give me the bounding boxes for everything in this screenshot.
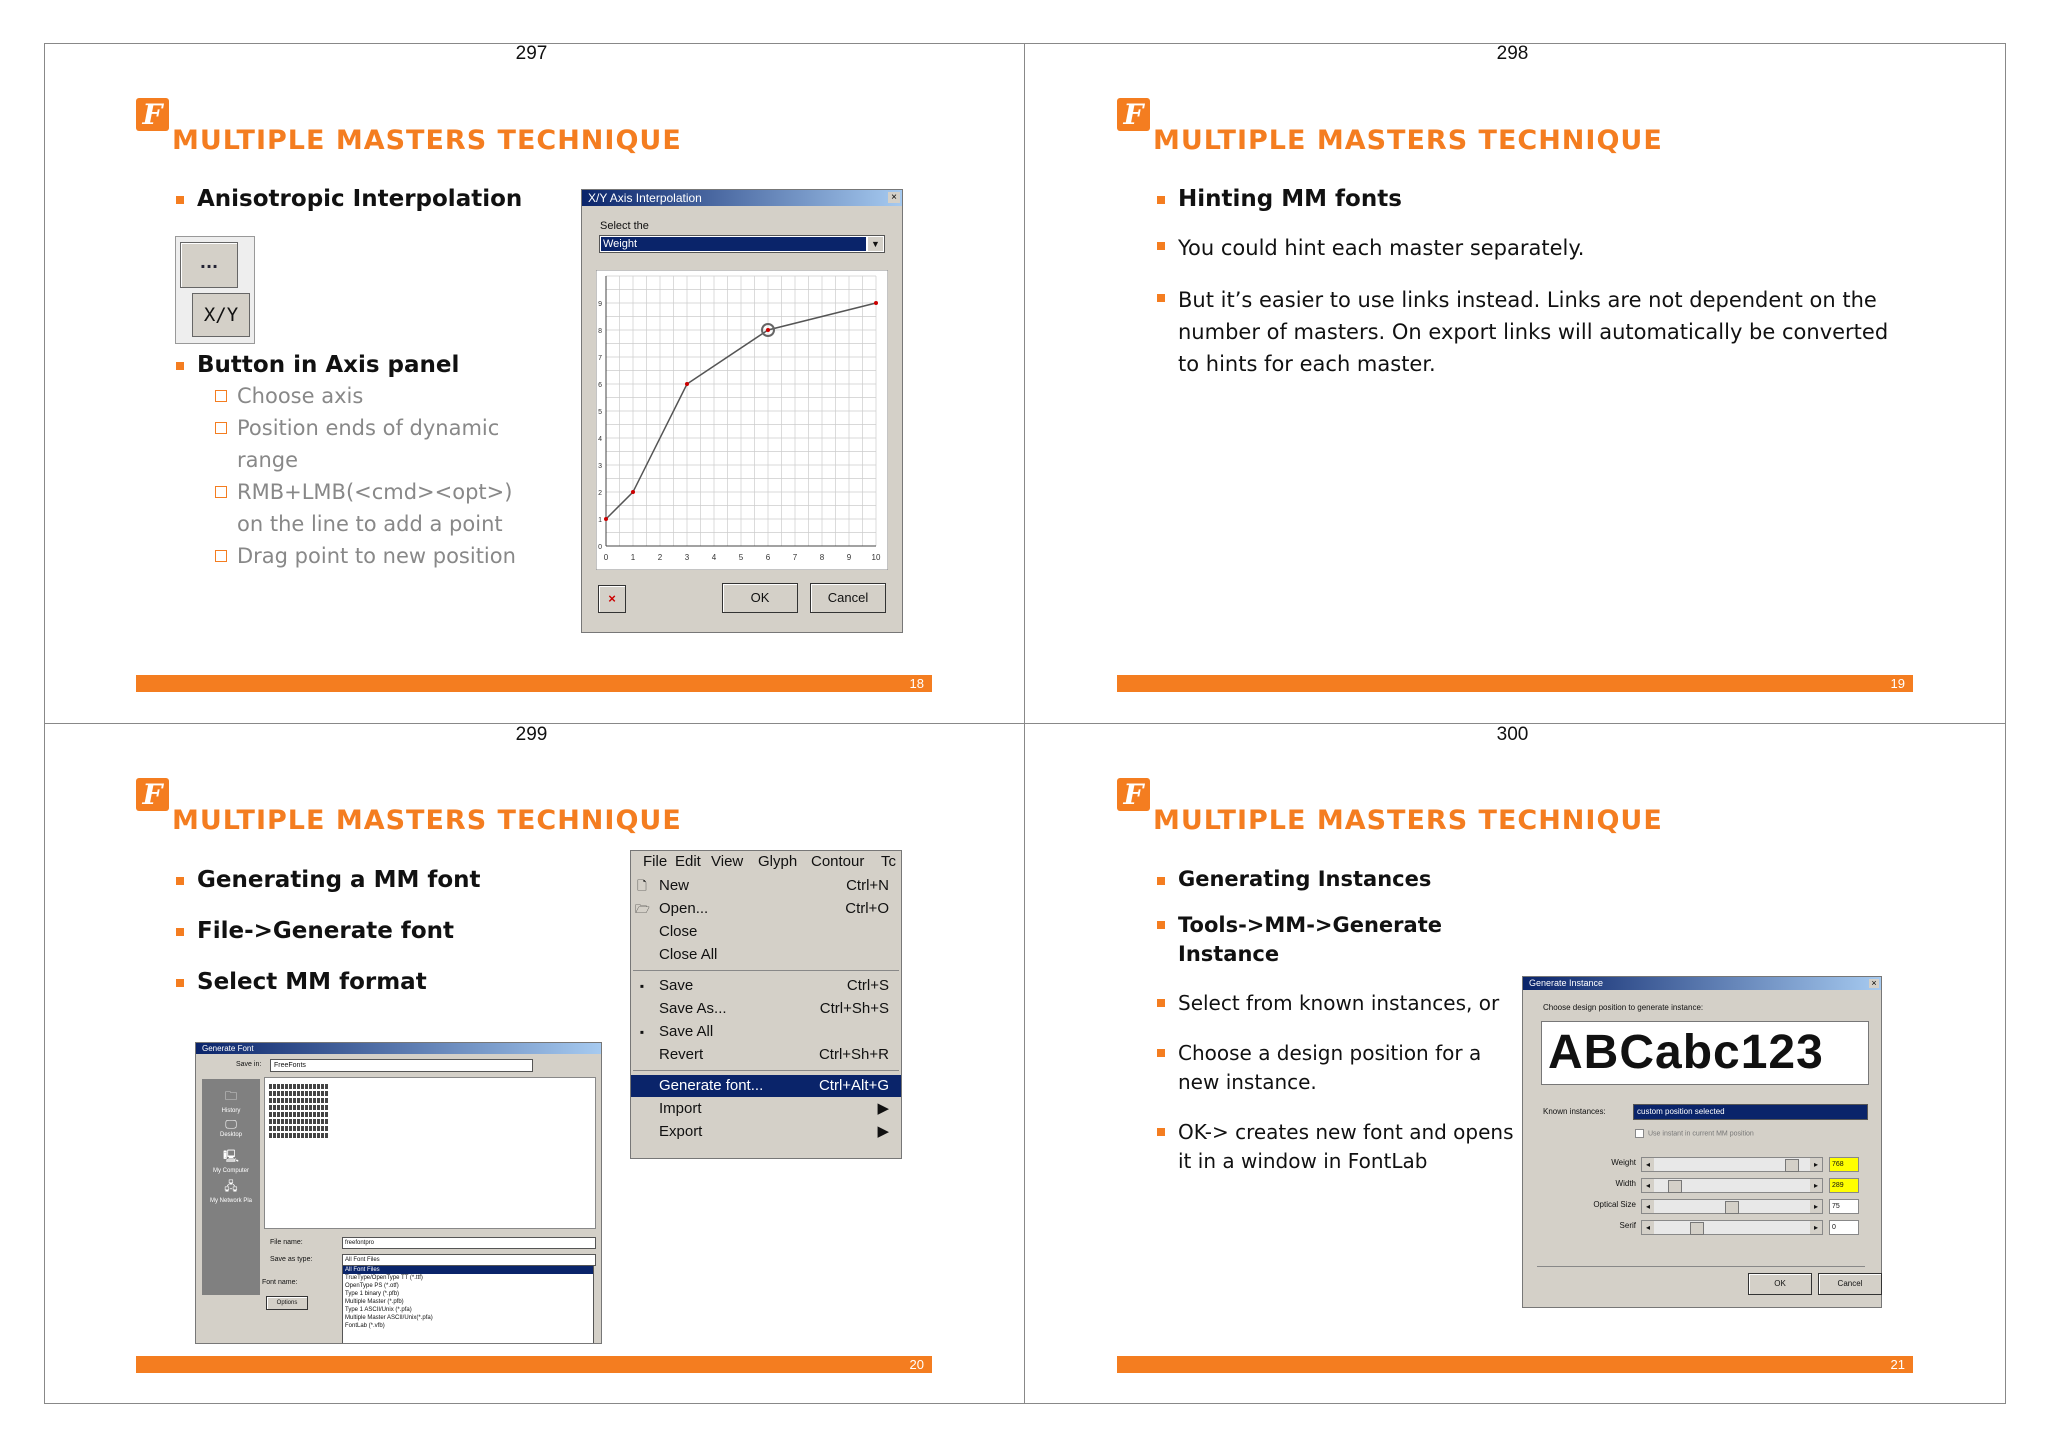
sub-bullet: Choose axis xyxy=(215,380,535,412)
ellipsis-button: ... xyxy=(180,242,238,288)
bullet xyxy=(1155,284,1895,380)
arrow-left-icon[interactable]: ◂ xyxy=(1642,1221,1654,1234)
menu-item[interactable] xyxy=(631,898,901,920)
bullet xyxy=(1155,911,1448,969)
delete-button[interactable]: × xyxy=(598,585,626,613)
menu-item-label: Save All xyxy=(659,1023,714,1040)
menu-bar xyxy=(631,851,901,873)
font-name-label: Font name: xyxy=(262,1279,298,1286)
menu-item-shortcut: Ctrl+Alt+G xyxy=(818,1077,889,1094)
open-folder-icon: 🗁 xyxy=(635,902,650,916)
file-item[interactable] xyxy=(269,1105,329,1110)
menu-items xyxy=(631,875,901,1158)
data-point xyxy=(874,301,878,305)
slider-thumb[interactable] xyxy=(1725,1201,1739,1214)
x-tick-label: 3 xyxy=(684,553,690,562)
bullet-text: Select MM format xyxy=(197,969,427,995)
slide-297 xyxy=(44,43,1024,723)
axis-label: Serif xyxy=(1619,1221,1636,1230)
chevron-down-icon[interactable]: ▼ xyxy=(868,237,883,251)
use-current-checkbox[interactable] xyxy=(1635,1129,1754,1138)
data-point xyxy=(685,382,689,386)
file-entries xyxy=(269,1082,329,1140)
page-number: 300 xyxy=(1496,724,1529,745)
file-name-input[interactable]: freefontpro xyxy=(342,1237,596,1249)
arrow-right-icon[interactable]: ▸ xyxy=(1810,1200,1822,1213)
x-tick-label: 1 xyxy=(630,553,636,562)
axis-row xyxy=(1523,1176,1881,1194)
axis-value-input[interactable]: 0 xyxy=(1829,1220,1859,1235)
bullet-text: Choose a design position for a new instance. xyxy=(1178,1041,1482,1094)
y-tick-label: 0 xyxy=(598,544,602,551)
menu-item[interactable] xyxy=(631,1044,901,1066)
slider-thumb[interactable] xyxy=(1668,1180,1682,1193)
menu-file[interactable]: File xyxy=(643,853,668,870)
slide-number: 19 xyxy=(1890,676,1905,691)
ok-button[interactable]: OK xyxy=(1748,1273,1812,1295)
menu-item-label: Close xyxy=(659,923,698,940)
axis-row xyxy=(1523,1155,1881,1173)
file-type-option[interactable]: Type 1 binary (*.pfb) xyxy=(345,1291,400,1297)
file-type-option[interactable]: Type 1 ASCII/Unix (*.pfa) xyxy=(345,1307,412,1313)
fontlab-logo-icon: F xyxy=(1117,778,1150,811)
menu-item-label: Open... xyxy=(659,900,709,917)
menu-item-label: Import xyxy=(659,1100,702,1117)
axis-row xyxy=(1523,1197,1881,1215)
data-point xyxy=(766,328,770,332)
save-icon: ▪ xyxy=(639,979,645,993)
generate-instance-dialog xyxy=(1522,976,1882,1308)
checkbox-label: Use instant in current MM position xyxy=(1648,1130,1754,1138)
bullet-text: Button in Axis panel xyxy=(197,352,460,378)
dialog-titlebar xyxy=(196,1043,601,1054)
bullet-list-2 xyxy=(174,352,594,572)
slide-number: 20 xyxy=(909,1357,924,1372)
data-point xyxy=(604,517,608,521)
slide-number: 18 xyxy=(909,676,924,691)
file-item[interactable] xyxy=(269,1084,329,1089)
page-number: 299 xyxy=(515,724,548,745)
menu-item-shortcut: Ctrl+S xyxy=(846,977,889,994)
axis-slider[interactable] xyxy=(1641,1220,1823,1235)
slider-thumb[interactable] xyxy=(1690,1222,1704,1235)
bullet-text: Generating Instances xyxy=(1178,867,1432,891)
close-icon[interactable]: × xyxy=(1869,979,1879,988)
place-history[interactable] xyxy=(202,1087,260,1114)
place-label: My Network Pla xyxy=(209,1198,252,1204)
menu-item[interactable] xyxy=(631,1121,901,1143)
save-as-type-label: Save as type: xyxy=(270,1256,313,1263)
menu-edit[interactable]: Edit xyxy=(675,853,701,870)
bullet-text: Tools->MM->Generate Instance xyxy=(1178,913,1442,966)
axis-select-value: Weight xyxy=(601,237,866,251)
menu-item[interactable] xyxy=(631,1075,901,1097)
page-number: 297 xyxy=(515,43,548,64)
menu-view[interactable]: View xyxy=(711,853,744,870)
bullet xyxy=(1155,1039,1498,1097)
axis-select[interactable] xyxy=(599,235,885,253)
sub-bullet: RMB+LMB(<cmd><opt>) on the line to add a point xyxy=(215,476,535,540)
network-icon: 🖧 xyxy=(224,1179,238,1193)
x-tick-label: 9 xyxy=(846,553,852,562)
new-document-icon: 🗋 xyxy=(637,879,647,893)
cancel-button[interactable]: Cancel xyxy=(810,583,886,613)
sub-bullet: Drag point to new position xyxy=(215,540,535,572)
bullet xyxy=(174,186,594,212)
menu-item-shortcut: ▶ xyxy=(877,1100,889,1117)
footer-bar xyxy=(1117,675,1913,692)
ok-button[interactable]: OK xyxy=(722,583,798,613)
menu-separator xyxy=(633,1070,899,1071)
save-in-select[interactable]: FreeFonts xyxy=(270,1059,533,1072)
select-label: Select the xyxy=(600,220,649,232)
file-type-option[interactable]: FontLab (*.vfb) xyxy=(345,1323,385,1329)
dialog-title: Generate Instance xyxy=(1529,978,1604,988)
arrow-right-icon[interactable]: ▸ xyxy=(1810,1158,1822,1171)
bullet-text: But it’s easier to use links instead. Links are not dependent on the number of masters. On export links will automatically be converted to hints for each master. xyxy=(1178,288,1889,376)
menu-item[interactable] xyxy=(631,975,901,997)
place-network[interactable] xyxy=(202,1177,260,1204)
bullet-text: OK-> creates new font and opens it in a window in FontLab xyxy=(1178,1120,1514,1173)
slide-title: MULTIPLE MASTERS TECHNIQUE xyxy=(172,805,682,836)
x-tick-label: 2 xyxy=(657,553,663,562)
menu-item-shortcut: Ctrl+Sh+S xyxy=(819,1000,889,1017)
xy-interpolation-dialog xyxy=(581,189,903,633)
desktop-icon: 🖵 xyxy=(225,1117,237,1131)
places-bar xyxy=(202,1079,260,1295)
close-icon[interactable]: × xyxy=(888,192,900,203)
file-type-option[interactable]: Multiple Master (*.pfb) xyxy=(345,1299,404,1305)
menu-item[interactable] xyxy=(631,875,901,897)
y-tick-label: 3 xyxy=(598,463,602,470)
slide-299 xyxy=(44,724,1024,1404)
axis-slider[interactable] xyxy=(1641,1178,1823,1193)
bullet-text: File->Generate font xyxy=(197,918,454,944)
y-tick-label: 9 xyxy=(598,301,602,308)
menu-item[interactable] xyxy=(631,1098,901,1120)
slide-300 xyxy=(1025,724,2005,1404)
x-tick-label: 10 xyxy=(871,553,881,562)
y-tick-label: 8 xyxy=(598,328,602,335)
arrow-right-icon[interactable]: ▸ xyxy=(1810,1221,1822,1234)
chart-background xyxy=(596,270,888,570)
menu-item[interactable] xyxy=(631,944,901,966)
bullet-list xyxy=(1155,867,1515,1176)
place-label: History xyxy=(221,1108,241,1114)
file-item[interactable] xyxy=(269,1133,329,1138)
bullet xyxy=(1155,232,1895,264)
cancel-button[interactable]: Cancel xyxy=(1818,1273,1882,1295)
menu-separator xyxy=(633,970,899,971)
footer-bar xyxy=(136,675,932,692)
computer-icon: 🖳 xyxy=(222,1149,239,1163)
options-button[interactable]: Options xyxy=(266,1296,308,1310)
file-menu xyxy=(630,850,902,1159)
bullet-text: You could hint each master separately. xyxy=(1178,236,1585,260)
x-tick-label: 4 xyxy=(711,553,717,562)
slide-title: MULTIPLE MASTERS TECHNIQUE xyxy=(1153,805,1663,836)
y-tick-label: 7 xyxy=(598,355,602,362)
bullet-text: Anisotropic Interpolation xyxy=(197,186,523,212)
font-preview: ABCabc123 xyxy=(1541,1021,1869,1085)
checkbox-icon xyxy=(1635,1129,1644,1138)
axis-row xyxy=(1523,1218,1881,1236)
sub-bullet: Position ends of dynamic range xyxy=(215,412,535,476)
axis-button-icon xyxy=(175,236,255,344)
bullet-text: Hinting MM fonts xyxy=(1178,186,1402,212)
menu-glyph[interactable]: Glyph xyxy=(758,853,798,870)
menu-tools[interactable]: Tc xyxy=(881,853,896,870)
axis-slider[interactable] xyxy=(1641,1157,1823,1172)
bullet xyxy=(174,969,644,995)
x-tick-label: 6 xyxy=(765,553,771,562)
file-item[interactable] xyxy=(269,1091,329,1096)
generate-font-dialog xyxy=(195,1042,602,1344)
dialog-title: Generate Font xyxy=(202,1044,254,1053)
file-item[interactable] xyxy=(269,1119,329,1124)
axis-label: Weight xyxy=(1611,1158,1636,1167)
place-label: Desktop xyxy=(219,1132,242,1138)
separator xyxy=(1537,1266,1865,1267)
place-desktop[interactable] xyxy=(202,1117,260,1138)
y-tick-label: 5 xyxy=(598,409,602,416)
bullet xyxy=(174,918,644,944)
axis-value-input[interactable]: 289 xyxy=(1829,1178,1859,1193)
file-name-label: File name: xyxy=(270,1239,303,1246)
bullet xyxy=(1155,186,1895,212)
x-tick-label: 8 xyxy=(819,553,825,562)
axis-value-input[interactable]: 768 xyxy=(1829,1157,1859,1172)
menu-contour[interactable]: Contour xyxy=(811,853,865,870)
file-type-option[interactable]: All Font Files xyxy=(343,1266,593,1274)
y-tick-label: 2 xyxy=(598,490,602,497)
xy-button: X/Y xyxy=(192,293,250,337)
menu-item-label: Save As... xyxy=(659,1000,727,1017)
bullet-list xyxy=(1155,186,1895,380)
menu-item[interactable] xyxy=(631,998,901,1020)
slide-title: MULTIPLE MASTERS TECHNIQUE xyxy=(1153,125,1663,156)
dialog-title: X/Y Axis Interpolation xyxy=(588,191,702,205)
menu-item[interactable] xyxy=(631,921,901,943)
slide-number: 21 xyxy=(1890,1357,1905,1372)
save-in-label: Save in: xyxy=(236,1061,262,1068)
axis-label: Optical Size xyxy=(1593,1200,1636,1209)
dialog-titlebar xyxy=(1523,977,1881,990)
bullet-list xyxy=(174,867,644,995)
axis-sliders xyxy=(1523,1155,1881,1255)
arrow-left-icon[interactable]: ◂ xyxy=(1642,1158,1654,1171)
menu-item-shortcut: ▶ xyxy=(877,1123,889,1140)
bullet xyxy=(1155,867,1515,891)
place-label: My Computer xyxy=(212,1168,249,1174)
page-number: 298 xyxy=(1496,43,1529,64)
menu-item-shortcut: Ctrl+Sh+R xyxy=(818,1046,889,1063)
save-all-icon: ▪ xyxy=(639,1025,645,1039)
history-icon: 🗀 xyxy=(224,1089,237,1103)
file-item[interactable] xyxy=(269,1126,329,1131)
axis-label: Width xyxy=(1615,1179,1636,1188)
fontlab-logo-icon: F xyxy=(136,98,169,131)
prompt-label: Choose design position to generate instance: xyxy=(1543,1003,1704,1012)
bullet xyxy=(174,352,594,572)
x-tick-label: 0 xyxy=(603,553,609,562)
fontlab-logo-icon: F xyxy=(1117,98,1150,131)
y-tick-label: 1 xyxy=(598,517,602,524)
place-my-computer[interactable] xyxy=(202,1147,260,1174)
menu-item-label: Generate font... xyxy=(659,1077,764,1094)
slide-298 xyxy=(1025,43,2005,723)
file-type-dropdown[interactable] xyxy=(342,1265,594,1344)
x-tick-label: 5 xyxy=(738,553,744,562)
bullet xyxy=(1155,1118,1518,1176)
file-type-option[interactable]: TrueType/OpenType TT (*.ttf) xyxy=(345,1275,423,1281)
y-tick-label: 6 xyxy=(598,382,602,389)
menu-item-label: Save xyxy=(659,977,694,994)
footer-bar xyxy=(1117,1356,1913,1373)
file-item[interactable] xyxy=(269,1098,329,1103)
y-tick-label: 4 xyxy=(598,436,602,443)
sub-list xyxy=(197,380,535,572)
menu-item-shortcut: Ctrl+O xyxy=(845,900,889,917)
bullet xyxy=(174,867,644,893)
bullet xyxy=(1155,989,1515,1018)
interpolation-chart[interactable] xyxy=(596,270,888,570)
menu-item[interactable] xyxy=(631,1021,901,1043)
known-instances-select[interactable]: custom position selected xyxy=(1633,1104,1868,1120)
menu-item-label: Revert xyxy=(659,1046,704,1063)
menu-item-shortcut: Ctrl+N xyxy=(846,877,889,894)
file-type-option[interactable]: Multiple Master ASCII/Unix(*.pfa) xyxy=(345,1315,433,1321)
axis-slider[interactable] xyxy=(1641,1199,1823,1214)
save-as-type-select[interactable]: All Font Files xyxy=(342,1254,596,1266)
menu-item-label: New xyxy=(659,877,690,894)
arrow-right-icon[interactable]: ▸ xyxy=(1810,1179,1822,1192)
file-list[interactable] xyxy=(264,1077,596,1229)
slider-thumb[interactable] xyxy=(1785,1159,1799,1172)
menu-item-label: Export xyxy=(659,1123,703,1140)
file-type-option[interactable]: OpenType PS (*.otf) xyxy=(345,1283,399,1289)
x-tick-label: 7 xyxy=(792,553,798,562)
bullet-list xyxy=(174,186,594,222)
slide-title: MULTIPLE MASTERS TECHNIQUE xyxy=(172,125,682,156)
arrow-left-icon[interactable]: ◂ xyxy=(1642,1200,1654,1213)
bullet-text: Select from known instances, or xyxy=(1178,991,1500,1015)
menu-item-label: Close All xyxy=(659,946,718,963)
arrow-left-icon[interactable]: ◂ xyxy=(1642,1179,1654,1192)
data-point xyxy=(631,490,635,494)
known-instances-label: Known instances: xyxy=(1543,1107,1606,1116)
file-item[interactable] xyxy=(269,1112,329,1117)
bullet-text: Generating a MM font xyxy=(197,867,481,893)
fontlab-logo-icon: F xyxy=(136,778,169,811)
axis-value-input[interactable]: 75 xyxy=(1829,1199,1859,1214)
footer-bar xyxy=(136,1356,932,1373)
dialog-titlebar xyxy=(582,190,902,206)
